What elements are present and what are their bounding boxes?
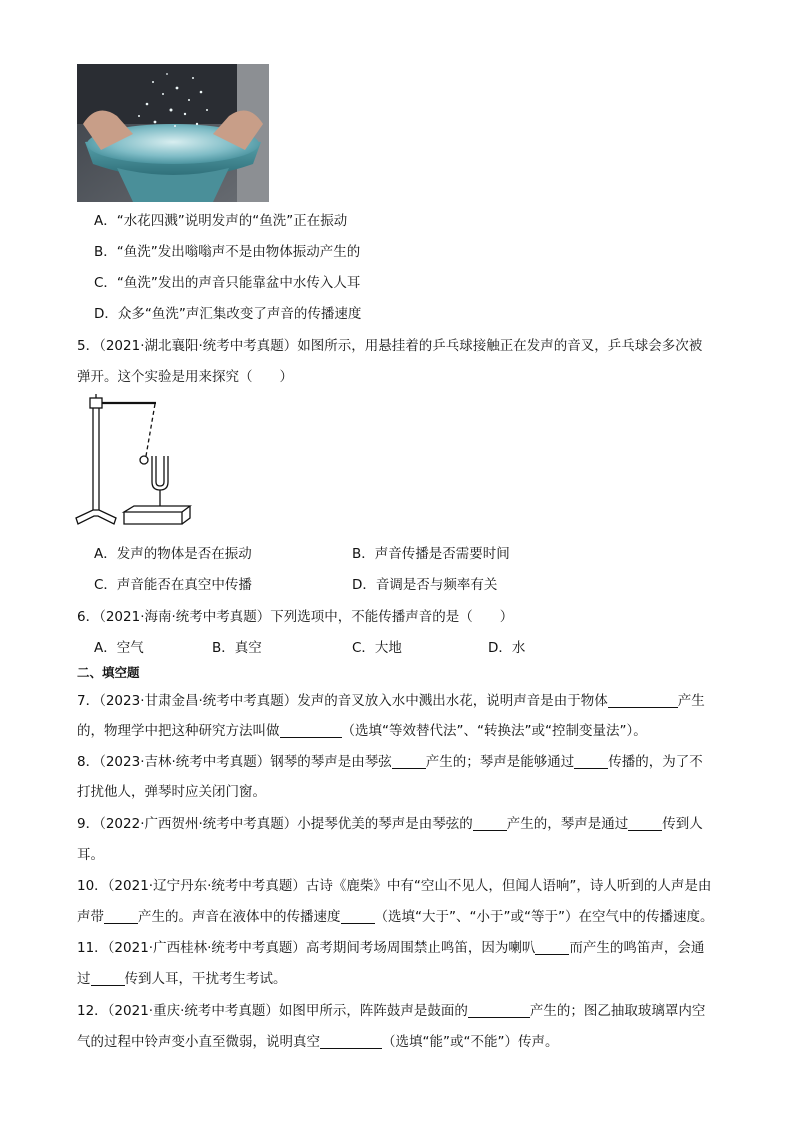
q8-blank-1[interactable] [392,753,426,769]
q8-line2: 打扰他人，弹琴时应关闭门窗。 [77,784,266,800]
q8-text-a: 8．（2023·吉林·统考中考真题）钢琴的琴声是由琴弦 [77,754,392,770]
q8-text-b: 产生的；琴声是能够通过 [425,754,575,770]
fish-basin-photo [77,64,269,202]
q12-text-d: （选填“能”或“不能”）传声。 [382,1034,559,1050]
q4-option-a: A．“水花四溅”说明发声的“鱼洗”正在振动 [94,213,348,229]
q11-line2 [77,969,287,989]
q11-text-c: 过 [77,971,91,987]
q11-blank-2[interactable] [91,970,125,986]
q7-text-c: 的，物理学中把这种研究方法叫做 [77,723,280,739]
q10-text-c: 产生的。声音在液体中的传播速度 [138,909,341,925]
q12-blank-2[interactable] [320,1033,382,1049]
q10-text-d: （选填“大于”、“小于”或“等于”）在空气中的传播速度。 [374,909,714,925]
q10-text-b: 声带 [77,909,104,925]
q10-blank-1[interactable] [104,908,138,924]
q9-line1 [77,814,703,834]
q9-text-a: 9．（2022·广西贺州·统考中考真题）小提琴优美的琴声是由琴弦的 [77,816,473,832]
q5-stem-line1: 5．（2021·湖北襄阳·统考中考真题）如图所示，用悬挂着的乒乓球接触正在发声的音叉，乒乓球会多次被 [77,338,703,354]
q9-blank-2[interactable] [628,815,662,831]
q5-stem-line2: 弹开。这个实验是用来探究（ ） [77,369,293,385]
q8-blank-2[interactable] [574,753,608,769]
q10-blank-2[interactable] [341,908,375,924]
q5-option-a: A．发声的物体是否在振动 [94,546,252,562]
q10-line2 [77,907,713,927]
q8-text-c: 传播的，为了不 [608,754,703,770]
q9-text-b: 产生的，琴声是通过 [506,816,629,832]
q6-option-b: B．真空 [212,640,262,656]
q11-blank-1[interactable] [535,939,569,955]
q12-blank-1[interactable] [468,1002,530,1018]
q5-option-d: D．音调是否与频率有关 [352,577,498,593]
q12-text-a: 12．（2021·重庆·统考中考真题）如图甲所示，阵阵鼓声是鼓面的 [77,1003,468,1019]
q6-option-a: A．空气 [94,640,144,656]
q12-line2 [77,1032,558,1052]
q7-blank-2[interactable] [280,722,342,738]
section-heading-fill-in: 二、填空题 [77,665,140,680]
q5-option-c: C．声音能否在真空中传播 [94,577,252,593]
tuning-fork-figure [74,394,196,534]
q6-option-c: C．大地 [352,640,402,656]
q7-line1 [77,691,705,711]
q7-blank-1[interactable] [608,692,678,708]
q11-text-d: 传到人耳，干扰考生考试。 [124,971,287,987]
q11-line1 [77,938,704,958]
q7-text-a: 7．（2023·甘肃金昌·统考中考真题）发声的音叉放入水中溅出水花，说明声音是由于物体 [77,693,608,709]
q11-text-b: 而产生的鸣笛声，会通 [569,940,705,956]
q7-text-b: 产生 [677,693,705,709]
q9-text-c: 传到人 [662,816,703,832]
q9-blank-1[interactable] [473,815,507,831]
q7-text-d: （选填“等效替代法”、“转换法”或“控制变量法”）。 [341,723,647,739]
q9-line2: 耳。 [77,847,104,863]
q12-text-b: 产生的；图乙抽取玻璃罩内空 [529,1003,706,1019]
q5-option-b: B．声音传播是否需要时间 [352,546,510,562]
q12-text-c: 气的过程中铃声变小直至微弱，说明真空 [77,1034,320,1050]
q12-line1 [77,1001,705,1021]
q4-option-b: B．“鱼洗”发出嗡嗡声不是由物体振动产生的 [94,244,361,260]
q4-option-d: D．众多“鱼洗”声汇集改变了声音的传播速度 [94,306,362,322]
q7-line2 [77,721,647,741]
q10-line1: 10．（2021·辽宁丹东·统考中考真题）古诗《鹿柴》中有“空山不见人，但闻人语响”，诗人听到的人声是由 [77,878,712,894]
q6-option-d: D．水 [488,640,526,656]
q4-option-c: C．“鱼洗”发出的声音只能靠盆中水传入人耳 [94,275,361,291]
q6-stem: 6．（2021·海南·统考中考真题）下列选项中，不能传播声音的是（ ） [77,609,514,625]
q8-line1 [77,752,703,772]
q11-text-a: 11．（2021·广西桂林·统考中考真题）高考期间考场周围禁止鸣笛，因为喇叭 [77,940,536,956]
